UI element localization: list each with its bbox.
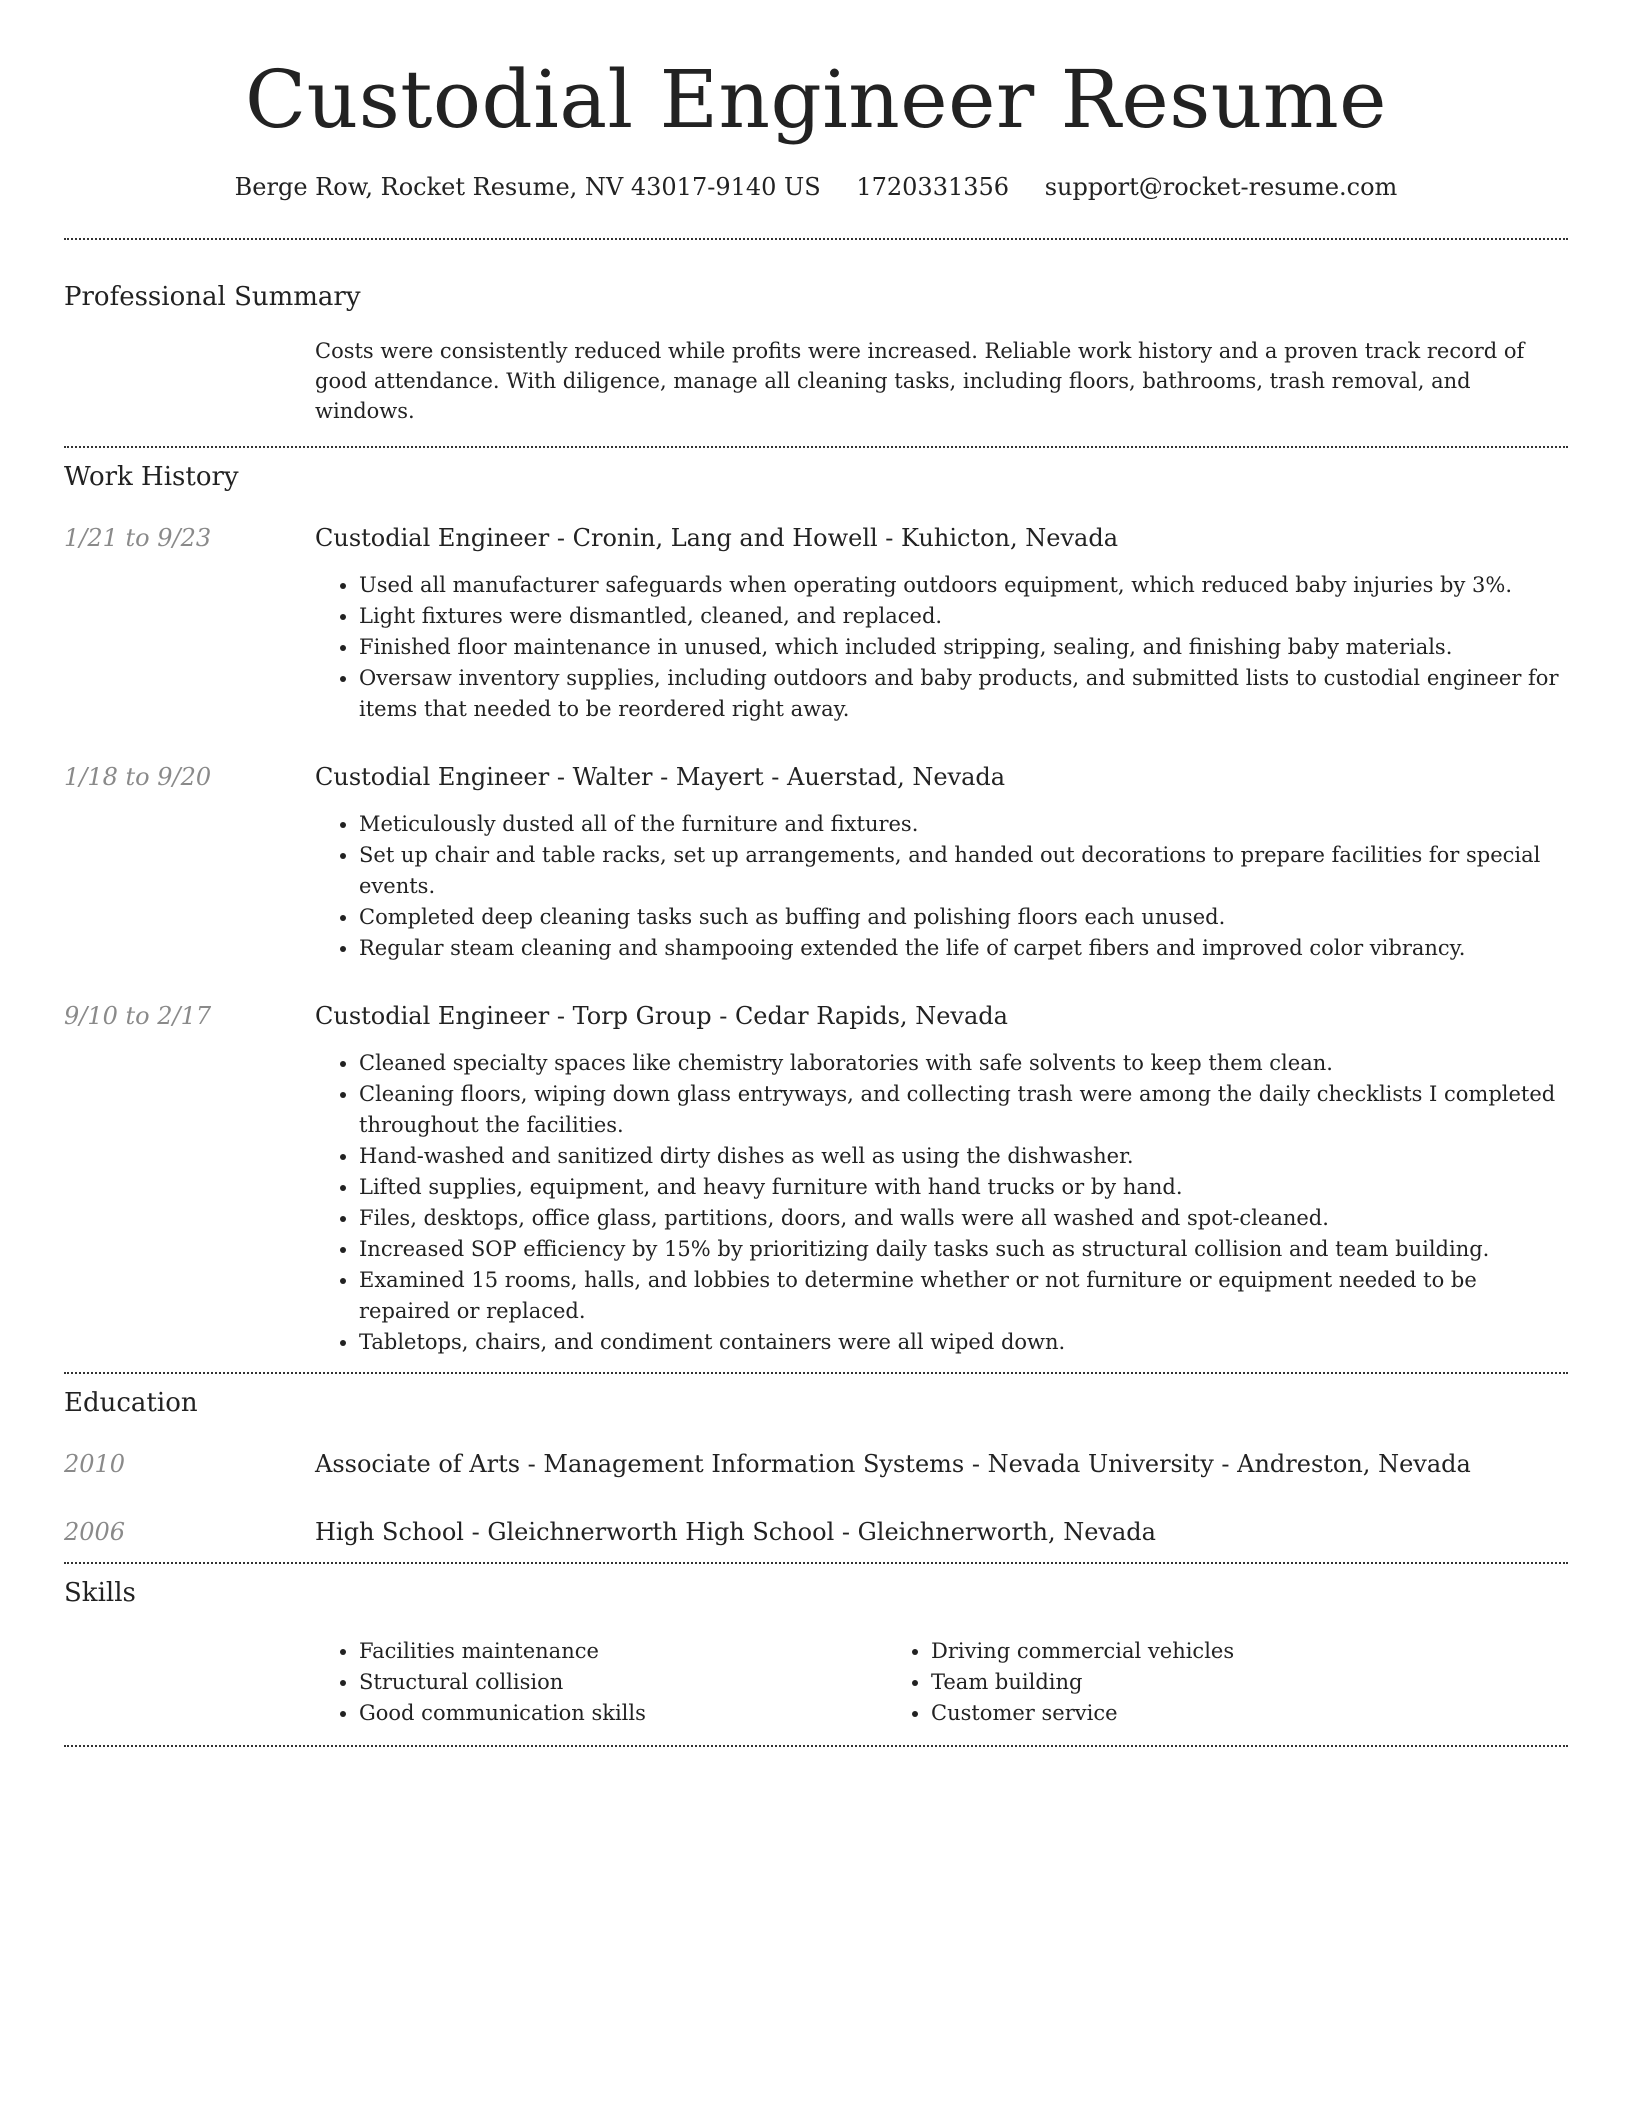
job-bullet: • Meticulously dusted all of the furniture and fixtures. bbox=[359, 809, 1568, 840]
contact-line bbox=[64, 170, 1568, 204]
job-entry bbox=[64, 761, 1568, 964]
divider bbox=[64, 238, 1568, 240]
job-entry bbox=[64, 522, 1568, 725]
resume-title: Custodial Engineer Resume bbox=[244, 53, 1388, 146]
job-bullets bbox=[315, 570, 1568, 725]
education-body bbox=[315, 1516, 1568, 1548]
job-headline: Custodial Engineer - Cronin, Lang and Howell - Kuhicton, Nevada bbox=[315, 524, 1119, 552]
divider bbox=[64, 446, 1568, 448]
divider bbox=[64, 1745, 1568, 1747]
job-body bbox=[315, 522, 1568, 725]
contact-phone: 1720331356 bbox=[856, 173, 1010, 201]
summary-text: Costs were consistently reduced while profits were increased. Reliable work history and a proven track record of good attendance. With diligence, manage all cleaning tasks, including floors, bathrooms, trash removal, and windows. bbox=[315, 339, 1525, 423]
contact-address: Berge Row, Rocket Resume, NV 43017-9140 US bbox=[234, 173, 821, 201]
job-bullet: • Tabletops, chairs, and condiment containers were all wiped down. bbox=[359, 1327, 1568, 1358]
job-dates: 9/10 to 2/17 bbox=[64, 1002, 212, 1030]
job-bullet: • Lifted supplies, equipment, and heavy furniture with hand trucks or by hand. bbox=[359, 1172, 1568, 1203]
job-headline: Custodial Engineer - Torp Group - Cedar Rapids, Nevada bbox=[315, 1002, 1008, 1030]
education-body bbox=[315, 1448, 1568, 1480]
skill-item: • Customer service bbox=[931, 1698, 1457, 1729]
skills-section bbox=[64, 1576, 1568, 1745]
job-body bbox=[315, 761, 1568, 964]
job-bullet: • Increased SOP efficiency by 15% by prioritizing daily tasks such as structural collision and team building. bbox=[359, 1234, 1568, 1265]
section-heading-work: Work History bbox=[64, 462, 239, 492]
job-bullet: • Examined 15 rooms, halls, and lobbies to determine whether or not furniture or equipment needed to be repaired or replaced. bbox=[359, 1265, 1568, 1327]
work-section bbox=[64, 460, 1568, 1372]
education-year: 2006 bbox=[64, 1518, 126, 1546]
skills-list-right bbox=[887, 1636, 1457, 1729]
job-bullet: • Used all manufacturer safeguards when operating outdoors equipment, which reduced baby injuries by 3%. bbox=[359, 570, 1568, 601]
job-bullet: • Oversaw inventory supplies, including outdoors and baby products, and submitted lists to custodial engineer for items that needed to be reordered right away. bbox=[359, 663, 1568, 725]
divider bbox=[64, 1372, 1568, 1374]
job-headline: Custodial Engineer - Walter - Mayert - Auerstad, Nevada bbox=[315, 763, 1006, 791]
skill-item: • Driving commercial vehicles bbox=[931, 1636, 1457, 1667]
education-entry bbox=[64, 1516, 1568, 1562]
job-bullet: • Completed deep cleaning tasks such as buffing and polishing floors each unused. bbox=[359, 902, 1568, 933]
job-bullet: • Regular steam cleaning and shampooing extended the life of carpet fibers and improved color vibrancy. bbox=[359, 933, 1568, 964]
job-bullet: • Files, desktops, office glass, partitions, doors, and walls were all washed and spot-cleaned. bbox=[359, 1203, 1568, 1234]
skills-columns bbox=[315, 1636, 1568, 1745]
job-bullet: • Cleaned specialty spaces like chemistry laboratories with safe solvents to keep them clean. bbox=[359, 1048, 1568, 1079]
job-body bbox=[315, 1000, 1568, 1372]
job-bullet: • Light fixtures were dismantled, cleaned, and replaced. bbox=[359, 601, 1568, 632]
skill-item: • Facilities maintenance bbox=[359, 1636, 887, 1667]
job-bullets bbox=[315, 1048, 1568, 1372]
education-headline: High School - Gleichnerworth High School - Gleichnerworth, Nevada bbox=[315, 1518, 1156, 1546]
contact-email: support@rocket-resume.com bbox=[1044, 173, 1398, 201]
job-bullet: • Set up chair and table racks, set up arrangements, and handed out decorations to prepare facilities for special events. bbox=[359, 840, 1568, 902]
section-heading-summary: Professional Summary bbox=[64, 282, 361, 312]
education-headline: Associate of Arts - Management Information Systems - Nevada University - Andreston, Nevada bbox=[315, 1450, 1471, 1478]
section-heading-education: Education bbox=[64, 1388, 198, 1418]
divider bbox=[64, 1562, 1568, 1564]
skills-list-left bbox=[315, 1636, 887, 1729]
summary-section bbox=[64, 280, 1568, 446]
job-bullet: • Finished floor maintenance in unused, which included stripping, sealing, and finishing baby materials. bbox=[359, 632, 1568, 663]
education-year: 2010 bbox=[64, 1450, 126, 1478]
job-bullet: • Cleaning floors, wiping down glass entryways, and collecting trash were among the daily checklists I completed throughout the facilities. bbox=[359, 1079, 1568, 1141]
skill-item: • Good communication skills bbox=[359, 1698, 887, 1729]
job-dates: 1/18 to 9/20 bbox=[64, 763, 212, 791]
job-bullet: • Hand-washed and sanitized dirty dishes as well as using the dishwasher. bbox=[359, 1141, 1568, 1172]
education-entry bbox=[64, 1448, 1568, 1480]
skill-item: • Team building bbox=[931, 1667, 1457, 1698]
skill-item: • Structural collision bbox=[359, 1667, 887, 1698]
job-entry bbox=[64, 1000, 1568, 1372]
job-bullets bbox=[315, 809, 1568, 964]
education-section bbox=[64, 1386, 1568, 1562]
job-dates: 1/21 to 9/23 bbox=[64, 524, 212, 552]
section-heading-skills: Skills bbox=[64, 1578, 136, 1608]
